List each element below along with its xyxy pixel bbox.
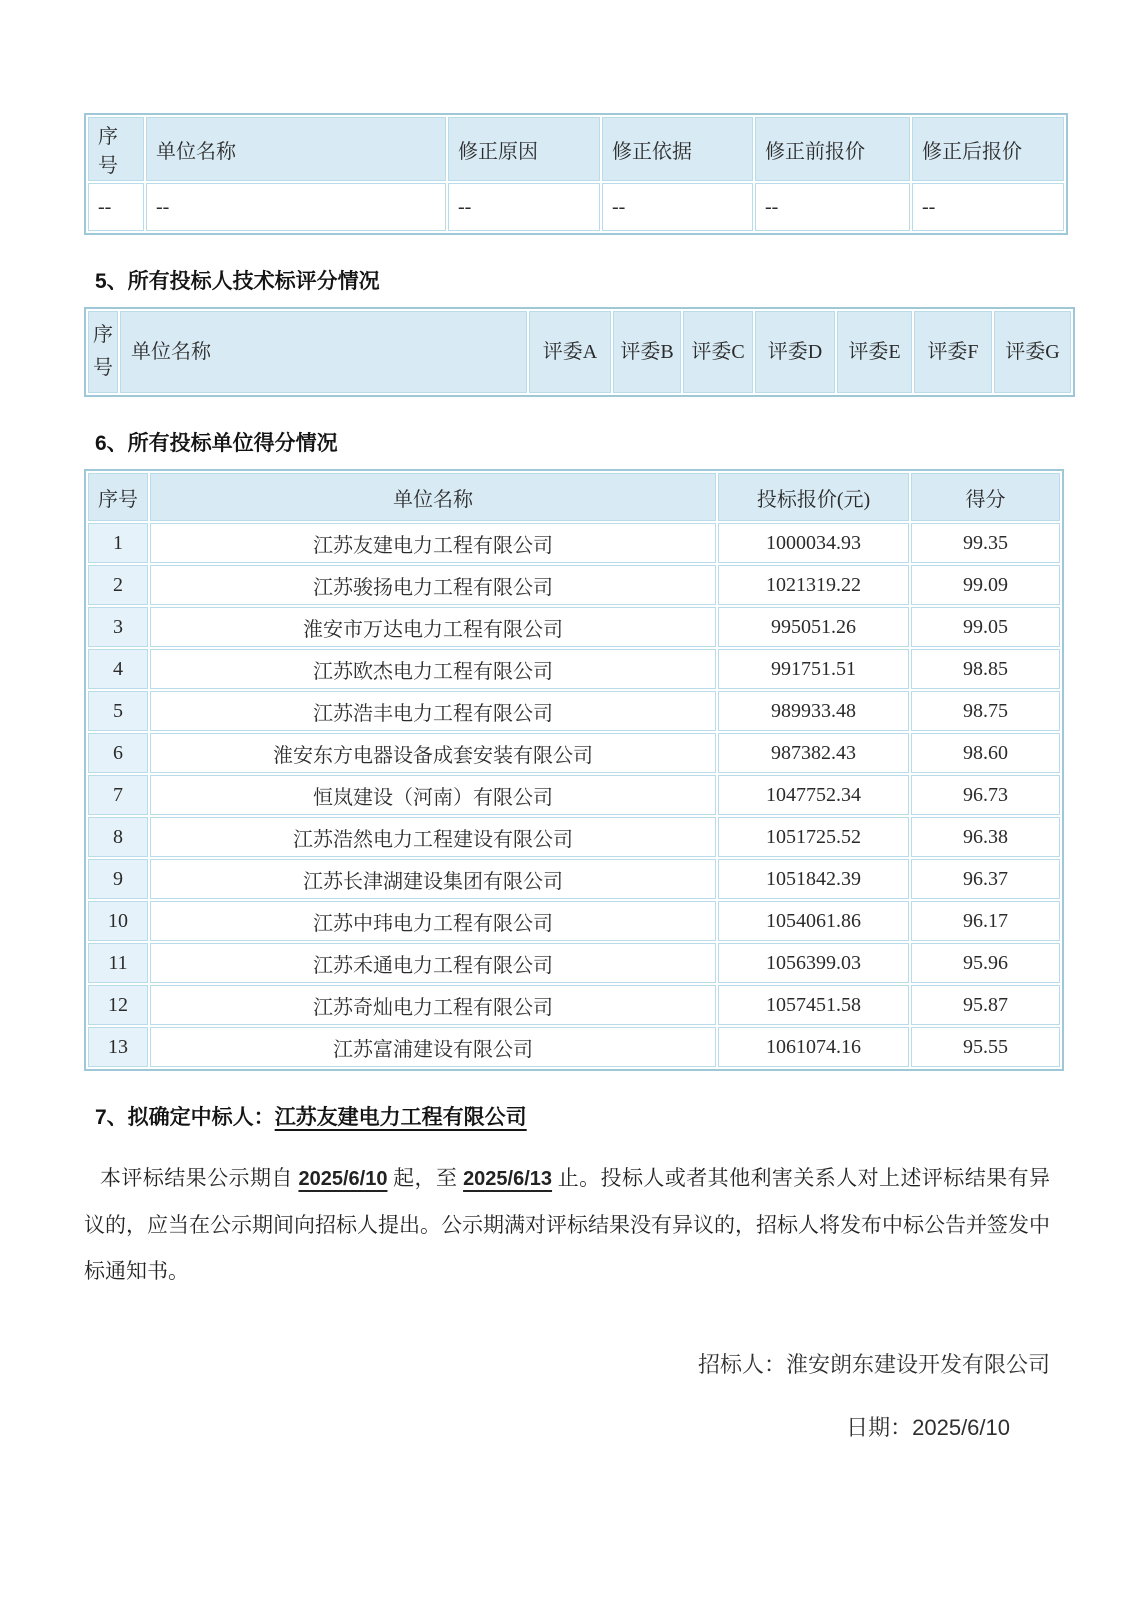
score-col-score: 得分 (911, 473, 1060, 521)
score-cell-price: 995051.26 (718, 607, 909, 647)
correction-cell-price-before: -- (755, 183, 910, 231)
publicity-start-date: 2025/6/10 (298, 1168, 388, 1190)
score-cell-score: 99.05 (911, 607, 1060, 647)
section5-title: 5、所有投标人技术标评分情况 (95, 270, 380, 293)
price-correction-table (84, 113, 1068, 235)
score-cell-score: 98.85 (911, 649, 1060, 689)
score-col-company: 单位名称 (150, 473, 716, 521)
score-cell-index: 7 (88, 775, 148, 815)
section7-title (84, 1101, 1050, 1131)
score-cell-price: 989933.48 (718, 691, 909, 731)
score-cell-company: 江苏长津湖建设集团有限公司 (150, 859, 716, 899)
score-cell-score: 95.96 (911, 943, 1060, 983)
correction-data-row (88, 183, 1064, 231)
score-cell-score: 98.75 (911, 691, 1060, 731)
score-cell-score: 96.17 (911, 901, 1060, 941)
date-label: 日期： (846, 1415, 913, 1440)
score-cell-index: 12 (88, 985, 148, 1025)
score-table-row (88, 943, 1060, 983)
score-table-row (88, 565, 1060, 605)
score-cell-index: 8 (88, 817, 148, 857)
notice-text-1: 本评标结果公示期自 (100, 1166, 299, 1190)
tenderer-line (84, 1348, 1050, 1379)
score-table-row (88, 607, 1060, 647)
score-cell-price: 1057451.58 (718, 985, 909, 1025)
correction-col-company: 单位名称 (146, 117, 446, 181)
tech-header-row (88, 311, 1071, 393)
score-cell-company: 江苏骏扬电力工程有限公司 (150, 565, 716, 605)
tech-col-index: 序号 (88, 311, 118, 393)
tenderer-label: 招标人： (697, 1352, 786, 1377)
score-cell-company: 江苏友建电力工程有限公司 (150, 523, 716, 563)
score-cell-company: 江苏富浦建设有限公司 (150, 1027, 716, 1067)
score-table-row (88, 775, 1060, 815)
signature-date-line (84, 1411, 1050, 1442)
publicity-end-date: 2025/6/13 (463, 1168, 553, 1190)
score-cell-price: 991751.51 (718, 649, 909, 689)
score-cell-index: 6 (88, 733, 148, 773)
score-cell-score: 99.09 (911, 565, 1060, 605)
score-cell-company: 江苏奇灿电力工程有限公司 (150, 985, 716, 1025)
score-cell-index: 5 (88, 691, 148, 731)
score-table-row (88, 691, 1060, 731)
score-cell-price: 1047752.34 (718, 775, 909, 815)
correction-col-index: 序号 (88, 117, 144, 181)
score-cell-score: 95.87 (911, 985, 1060, 1025)
score-cell-score: 95.55 (911, 1027, 1060, 1067)
tech-col-judge-g: 评委G (994, 311, 1071, 393)
score-col-index: 序号 (88, 473, 148, 521)
score-cell-price: 1061074.16 (718, 1027, 909, 1067)
score-table-row (88, 649, 1060, 689)
correction-col-price-before: 修正前报价 (755, 117, 910, 181)
score-cell-index: 13 (88, 1027, 148, 1067)
score-table-row (88, 859, 1060, 899)
tech-col-judge-f: 评委F (914, 311, 992, 393)
score-cell-company: 江苏浩然电力工程建设有限公司 (150, 817, 716, 857)
correction-col-basis: 修正依据 (602, 117, 753, 181)
score-cell-company: 淮安市万达电力工程有限公司 (150, 607, 716, 647)
score-table-row (88, 901, 1060, 941)
score-header-row (88, 473, 1060, 521)
score-cell-price: 1051842.39 (718, 859, 909, 899)
score-cell-price: 1054061.86 (718, 901, 909, 941)
score-cell-index: 2 (88, 565, 148, 605)
winner-name: 江苏友建电力工程有限公司 (274, 1106, 527, 1129)
score-cell-company: 淮安东方电器设备成套安装有限公司 (150, 733, 716, 773)
score-table-row (88, 523, 1060, 563)
correction-header-row (88, 117, 1064, 181)
score-cell-index: 9 (88, 859, 148, 899)
score-cell-company: 江苏浩丰电力工程有限公司 (150, 691, 716, 731)
score-cell-score: 98.60 (911, 733, 1060, 773)
score-cell-company: 江苏欧杰电力工程有限公司 (150, 649, 716, 689)
tech-col-judge-a: 评委A (529, 311, 611, 393)
tenderer-name: 淮安朗东建设开发有限公司 (785, 1352, 1050, 1377)
score-col-bid-price: 投标报价(元) (718, 473, 909, 521)
score-cell-company: 江苏禾通电力工程有限公司 (150, 943, 716, 983)
score-cell-score: 96.38 (911, 817, 1060, 857)
correction-col-reason: 修正原因 (448, 117, 600, 181)
notice-paragraph (84, 1155, 1050, 1294)
winner-label: 7、拟确定中标人： (95, 1106, 275, 1129)
score-cell-price: 1021319.22 (718, 565, 909, 605)
score-cell-index: 10 (88, 901, 148, 941)
technical-score-table (84, 307, 1075, 397)
score-cell-score: 96.37 (911, 859, 1060, 899)
correction-cell-price-after: -- (912, 183, 1064, 231)
tech-col-judge-c: 评委C (683, 311, 753, 393)
notice-text-3: 止。投标人或者其他利害关系人对上述评标结果有异议的，应当在公示期间向招标人提出。公示期满对评标结果没有异议的，招标人将发布中标公告并签发中标通知书。 (84, 1166, 1050, 1283)
correction-cell-index: -- (88, 183, 144, 231)
date-value: 2025/6/10 (912, 1415, 1010, 1440)
score-cell-score: 96.73 (911, 775, 1060, 815)
score-table-row (88, 817, 1060, 857)
notice-text-2: 起，至 (387, 1166, 464, 1190)
tech-col-company: 单位名称 (120, 311, 527, 393)
score-table-row (88, 1027, 1060, 1067)
score-cell-index: 4 (88, 649, 148, 689)
score-table-row (88, 733, 1060, 773)
score-cell-index: 3 (88, 607, 148, 647)
section6-title: 6、所有投标单位得分情况 (95, 432, 338, 455)
score-cell-price: 1051725.52 (718, 817, 909, 857)
score-cell-price: 1056399.03 (718, 943, 909, 983)
score-cell-score: 99.35 (911, 523, 1060, 563)
correction-cell-company: -- (146, 183, 446, 231)
correction-col-price-after: 修正后报价 (912, 117, 1064, 181)
correction-cell-reason: -- (448, 183, 600, 231)
tech-col-judge-d: 评委D (755, 311, 835, 393)
score-cell-company: 江苏中玮电力工程有限公司 (150, 901, 716, 941)
score-cell-price: 1000034.93 (718, 523, 909, 563)
total-score-table (84, 469, 1064, 1071)
tech-col-judge-e: 评委E (837, 311, 912, 393)
tech-col-judge-b: 评委B (613, 311, 681, 393)
score-cell-price: 987382.43 (718, 733, 909, 773)
score-cell-index: 1 (88, 523, 148, 563)
score-table-row (88, 985, 1060, 1025)
score-cell-index: 11 (88, 943, 148, 983)
score-cell-company: 恒岚建设（河南）有限公司 (150, 775, 716, 815)
correction-cell-basis: -- (602, 183, 753, 231)
